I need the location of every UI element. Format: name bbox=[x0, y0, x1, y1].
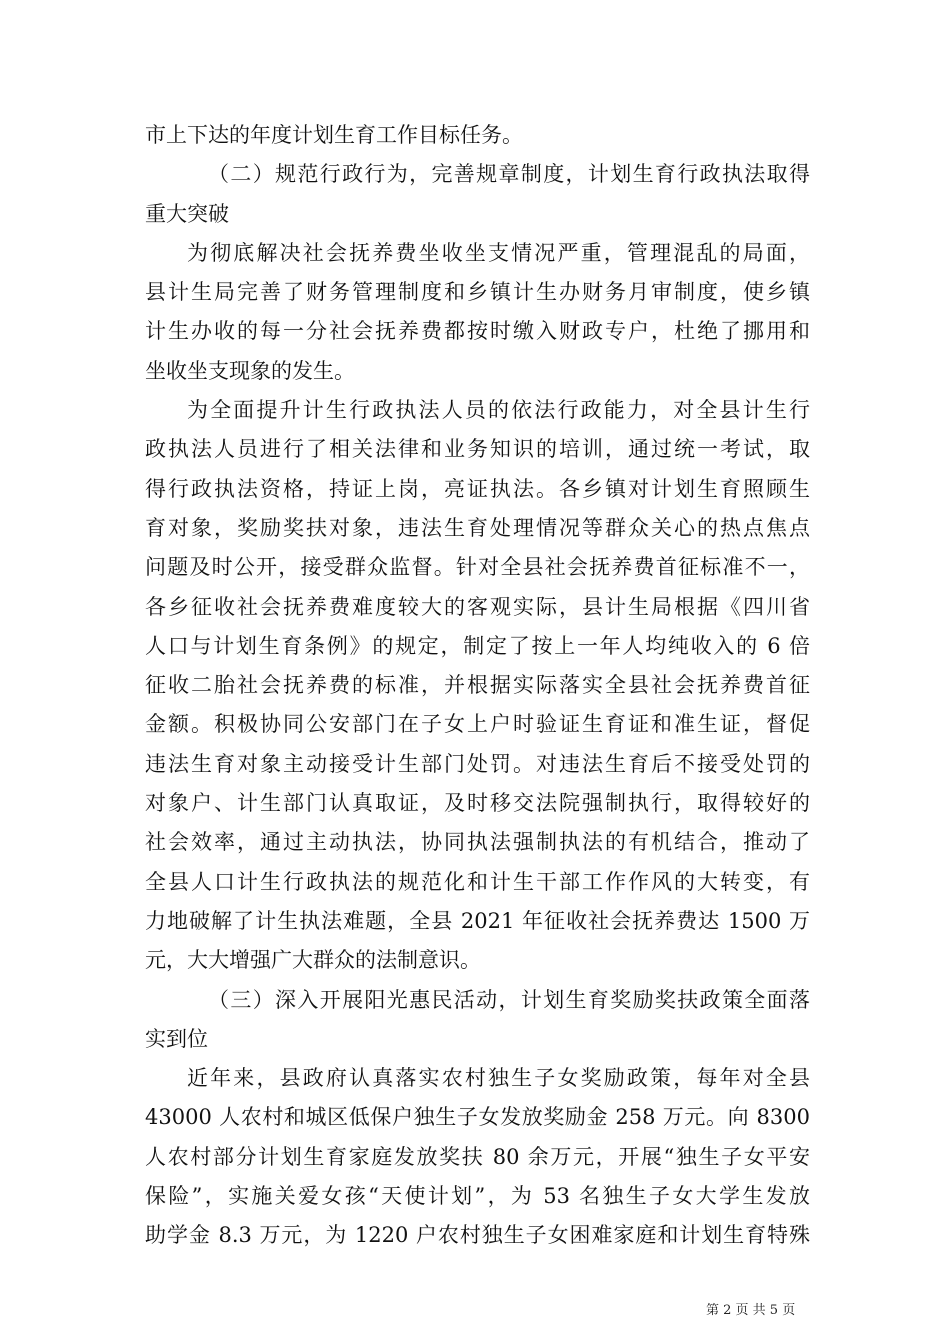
text-line: 人农村部分计划生育家庭发放奖扶 80 余万元，开展“独生子女平安 bbox=[145, 1144, 810, 1169]
section-heading-2-cont: 重大突破 bbox=[145, 201, 229, 226]
text-line: 元，大大增强广大群众的法制意识。 bbox=[145, 948, 481, 973]
text-line: 市上下达的年度计划生育工作目标任务。 bbox=[145, 123, 523, 147]
text-line: 为全面提升计生行政执法人员的依法行政能力，对全县计生行 bbox=[187, 398, 810, 423]
text-line: 征收二胎社会抚养费的标准，并根据实际落实全县社会抚养费首征 bbox=[145, 673, 810, 698]
text-line: 近年来，县政府认真落实农村独生子女奖励政策，每年对全县 bbox=[187, 1066, 810, 1091]
text-line: 违法生育对象主动接受计生部门处罚。对违法生育后不接受处罚的 bbox=[145, 751, 810, 776]
text-line: 对象户、计生部门认真取证，及时移交法院强制执行，取得较好的 bbox=[145, 791, 810, 816]
text-line: 人口与计划生育条例》的规定，制定了按上一年人均纯收入的 6 倍 bbox=[145, 633, 810, 658]
text-line: 43000 人农村和城区低保户独生子女发放奖励金 258 万元。向 8300 bbox=[145, 1105, 810, 1130]
text-line: 县计生局完善了财务管理制度和乡镇计生办财务月审制度，使乡镇 bbox=[145, 280, 810, 305]
document-body bbox=[145, 116, 810, 1256]
text-line: 全县人口计生行政执法的规范化和计生干部工作作风的大转变，有 bbox=[145, 869, 810, 894]
text-line: 坐收坐支现象的发生。 bbox=[145, 358, 355, 383]
text-line: 各乡征收社会抚养费难度较大的客观实际，县计生局根据《四川省 bbox=[145, 594, 810, 619]
text-line: 助学金 8.3 万元，为 1220 户农村独生子女困难家庭和计划生育特殊 bbox=[145, 1223, 810, 1248]
text-line: 为彻底解决社会抚养费坐收坐支情况严重，管理混乱的局面， bbox=[187, 240, 810, 265]
text-line: 金额。积极协同公安部门在子女上户时验证生育证和准生证，督促 bbox=[145, 712, 810, 737]
section-heading-3: （三）深入开展阳光惠民活动，计划生育奖励奖扶政策全面落 bbox=[208, 987, 810, 1012]
section-heading-3-cont: 实到位 bbox=[145, 1026, 208, 1051]
text-line: 问题及时公开，接受群众监督。针对全县社会抚养费首征标准不一， bbox=[145, 555, 810, 580]
text-line: 得行政执法资格，持证上岗，亮证执法。各乡镇对计划生育照顾生 bbox=[145, 476, 810, 501]
section-heading-2: （二）规范行政行为，完善规章制度，计划生育行政执法取得 bbox=[208, 162, 810, 187]
text-line: 政执法人员进行了相关法律和业务知识的培训，通过统一考试，取 bbox=[145, 437, 810, 462]
text-line: 育对象，奖励奖扶对象，违法生育处理情况等群众关心的热点焦点 bbox=[145, 515, 810, 540]
text-line: 计生办收的每一分社会抚养费都按时缴入财政专户，杜绝了挪用和 bbox=[145, 319, 810, 344]
text-line: 保险”，实施关爱女孩“天使计划”，为 53 名独生子女大学生发放 bbox=[145, 1184, 810, 1209]
text-line: 社会效率，通过主动执法，协同执法强制执法的有机结合，推动了 bbox=[145, 830, 810, 855]
text-line: 力地破解了计生执法难题，全县 2021 年征收社会抚养费达 1500 万 bbox=[145, 908, 810, 933]
page-number: 第 2 页 共 5 页 bbox=[706, 1303, 796, 1318]
